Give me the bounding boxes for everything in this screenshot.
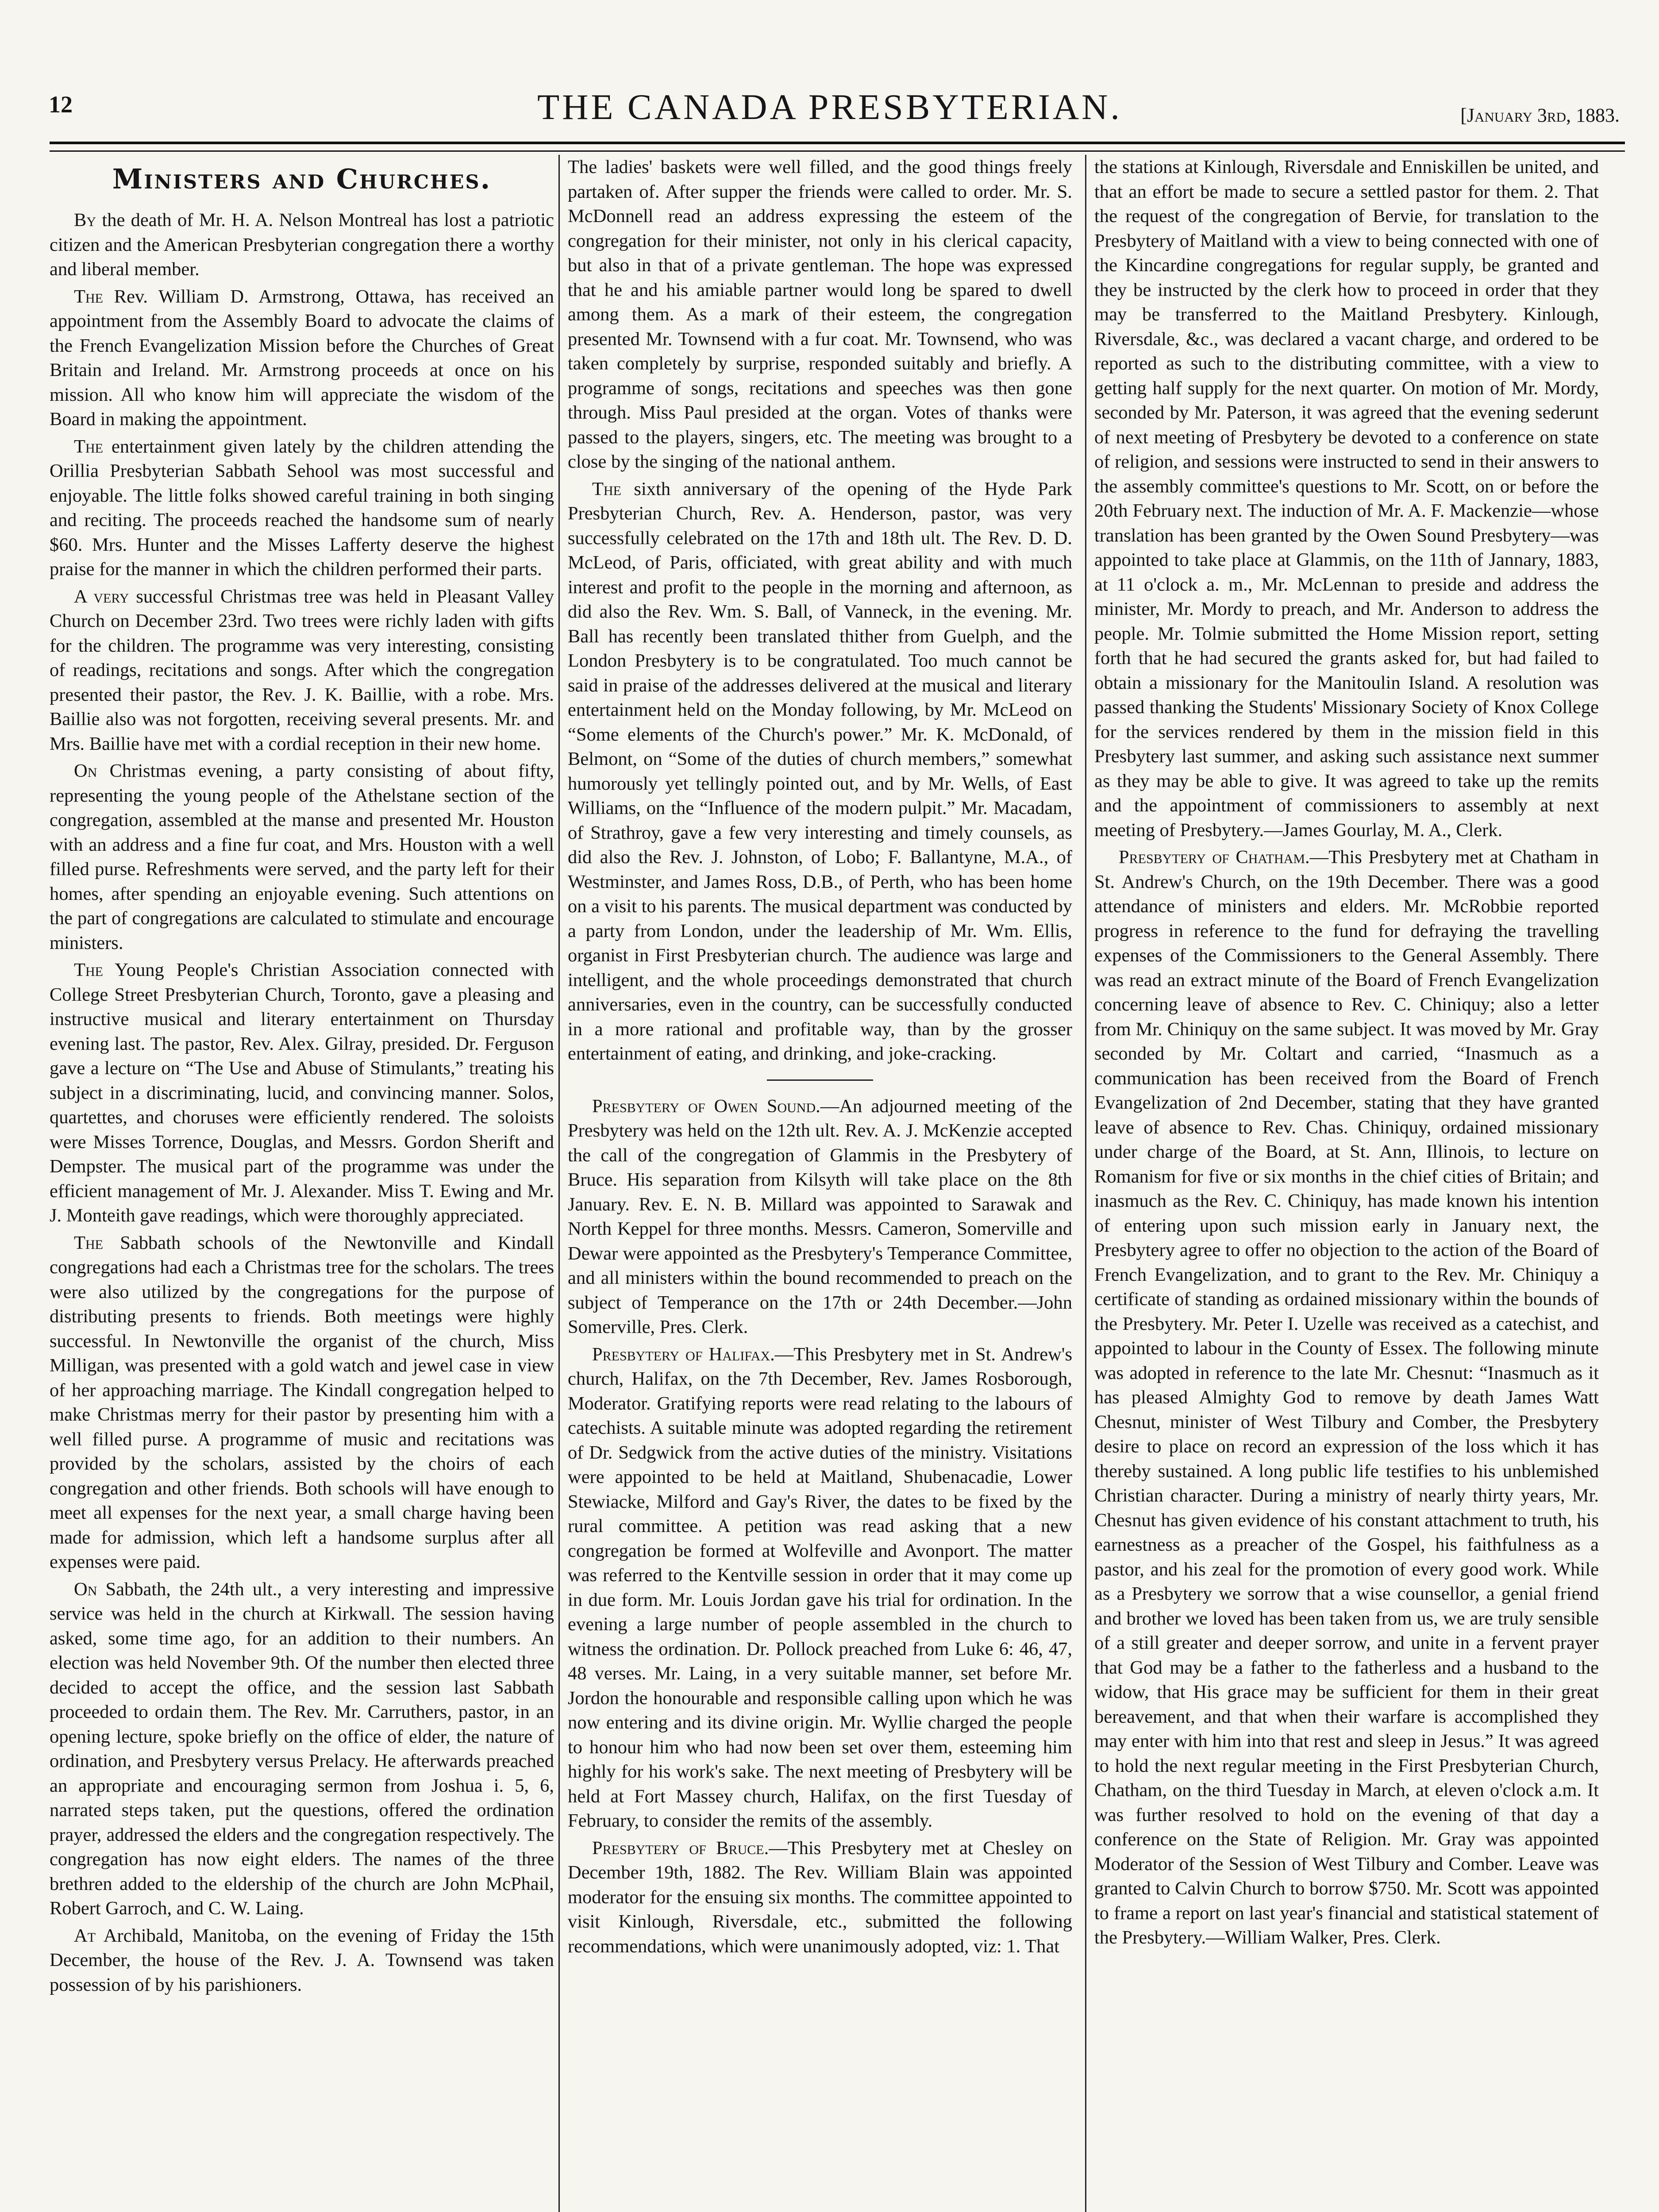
column-3-articles <box>1094 155 1599 1950</box>
paragraph-lead: At <box>74 1925 96 1946</box>
column-1 <box>50 155 554 2212</box>
paragraph-text: the death of Mr. H. A. Nelson Montreal has lost a patriotic citizen and the American Presbyterian congregation there a worthy and liberal member. <box>50 210 554 280</box>
paragraph <box>1094 155 1599 842</box>
paragraph-text: Young People's Christian Association connected with College Street Presbyterian Church, Toronto, gave a pleasing and instructive musical and literary entertainment on Thursday evening last. The pastor, Rev. Alex. Gilray, presided. Dr. Ferguson gave a lecture on “The Use and Abuse of Stimulants,” treating his subject in a discriminating, lucid, and convincing manner. Solos, quartettes, and choruses were efficiently rendered. The soloists were Misses Torrence, Douglas, and Messrs. Gordon Sherift and Dempster. The musical part of the programme was under the efficient management of Mr. J. Alexander. Miss T. Ewing and Mr. J. Monteith gave readings, which were thoroughly appreciated. <box>50 960 554 1226</box>
paragraph <box>568 155 1072 474</box>
paragraph <box>50 1231 554 1575</box>
paragraph-text: Archibald, Manitoba, on the evening of Friday the 15th December, the house of the Rev. J. A. Townsend was taken possession of by his parishioners. <box>50 1925 554 1995</box>
column-2 <box>568 155 1072 2212</box>
column-2-articles <box>568 155 1072 1066</box>
presbytery-reports <box>568 1094 1072 1959</box>
paragraph-text: sixth anniversary of the opening of the Hyde Park Presbyterian Church, Rev. A. Henderson, pastor, was very successfully celebrated on the 17th and 18th ult. The Rev. D. D. McLeod, of Paris, officiated, with great ability and with much interest and profit to the people in the morning and afternoon, as did also the Rev. Wm. S. Ball, of Vanneck, in the evening. Mr. Ball has recently been translated thither from Guelph, and the London Presbytery is to be congratulated. Too much cannot be said in praise of the addresses delivered at the musical and literary entertainment held on the Monday following, by Mr. McLeod on “Some elements of the Church's power.” Mr. K. McDonald, of Belmont, on “Some of the duties of church members,” somewhat humorously yet tellingly pointed out, and by Mr. Wells, of East Williams, on the “Influence of the modern pulpit.” Mr. Macadam, of Strathroy, gave a few very interesting and timely counsels, as did also the Rev. J. Johnston, of Lobo; F. Ballantyne, M.A., of Westminster, and James Ross, D.B., of Perth, who has been home on a visit to his parents. The musical department was conducted by a party from London, under the leadership of Mr. Wm. Ellis, organist in First Presbyterian church. The audience was large and intelligent, and the whole proceedings demonstrated that church anniversaries, even in the country, can be successfully conducted in a more rational and profitable way, than by the grosser entertainment of eating, and drinking, and joke-cracking. <box>568 478 1072 1064</box>
paragraph-lead: The <box>74 960 103 980</box>
paragraph <box>50 759 554 955</box>
column-3 <box>1094 155 1599 2212</box>
paragraph-lead: On <box>74 760 97 781</box>
header-rule <box>50 142 1625 152</box>
paragraph-lead: The <box>74 286 103 307</box>
column-1-articles <box>50 208 554 1997</box>
paragraph <box>568 477 1072 1066</box>
paragraph-lead: On <box>74 1578 97 1600</box>
paragraph <box>50 584 554 757</box>
paragraph <box>50 434 554 582</box>
section-title: Ministers and Churches. <box>112 163 492 195</box>
paragraph-text: —This Presbytery met at Chesley on December 19th, 1882. The Rev. William Blain was appointed moderator for the ensuing six months. The committee appointed to visit Kinlough, Riversdale, etc., submitted the following recommendations, which were unanimously adopted, viz: 1. That <box>568 1837 1072 1957</box>
paragraph <box>50 1924 554 1997</box>
paragraph-text: —This Presbytery met at Chatham in St. Andrew's Church, on the 19th December. There was a good attendance of ministers and elders. Mr. McRobbie reported progress in reference to the fund for defraying the travelling expenses of the Commissioners to the General Assembly. There was read an extract minute of the Board of French Evangelization concerning leave of absence to Rev. C. Chiniquy; also a letter from Mr. Chiniquy on the same subject. It was moved by Mr. Gray seconded by Mr. Coltart and carried, “Inasmuch as a communication has been received from the Board of French Evangelization of 2nd December, stating that they have granted leave of absence to Rev. Chas. Chiniquy, ordained missionary under charge of the Board, at St. Ann, Illinois, to lecture on Romanism for five or six months in the chief cities of Britain; and inasmuch as the Rev. C. Chiniquy, has made known his intention of entering upon such mission early in January next, the Presbytery agree to offer no objection to the action of the Board of French Evangelization, and to grant to the Rev. Mr. Chiniquy a certificate of standing as ordained missionary within the bounds of the Presbytery. Mr. Peter I. Uzelle was received as a catechist, and appointed to labour in the County of Essex. The following minute was adopted in reference to the late Mr. Chesnut: “Inasmuch as it has pleased Almighty God to remove by death James Watt Chesnut, minister of West Tilbury and Comber, the Presbytery desire to place on record an expression of the loss which it has thereby sustained. A long public life testifies to his unblemished Christian character. During a ministry of nearly thirty years, Mr. Chesnut has given evidence of his constant attachment to truth, his earnestness as a preacher of the Gospel, his faithfulness as a pastor, and his zeal for the promotion of every good work. While as a Presbytery we sorrow that a wise counsellor, a genial friend and brother we loved has been taken from us, we are truly sensible of a still greater and deeper sorrow, and unite in a fervent prayer that God may be a father to the fatherless and a husband to the widow, that His grace may be sufficient for them in their great bereavement, and that when their warfare is accomplished they may enter with him into that rest and sleep in Jesus.” It was agreed to hold the next regular meeting in the First Presbyterian Church, Chatham, on the third Tuesday in March, at eleven o'clock a.m. It was further resolved to hold on the evening of that day a conference on the State of Religion. Mr. Gray was appointed Moderator of the Session of West Tilbury and Comber. Leave was granted to Calvin Church to borrow $750. Mr. Scott was appointed to frame a report on last year's financial and statistical statement of the Presbytery.—William Walker, Pres. Clerk. <box>1094 847 1599 1948</box>
paragraph <box>50 958 554 1228</box>
page-header <box>40 87 1620 131</box>
paragraph <box>1094 845 1599 1950</box>
paragraph <box>50 1577 554 1921</box>
column-divider <box>558 155 560 2212</box>
paragraph <box>50 208 554 282</box>
paragraph <box>568 1836 1072 1959</box>
paragraph-text: Sabbath schools of the Newtonville and Kindall congregations had each a Christmas tree for the scholars. The trees were also utilized by the congregations for the purpose of distributing presents to friends. Both meetings were highly successful. In Newtonville the organist of the church, Miss Milligan, was presented with a gold watch and jewel case in view of her approaching marriage. The Kindall congregation helped to make Christmas merry for their pastor by presenting him with a well filled purse. A programme of music and recitations was provided by the scholars, assisted by the choirs of each congregation and other friends. Both schools will have enough to meet all expenses for the next year, a small charge having been made for admission, which left a handsome surplus after all expenses were paid. <box>50 1232 554 1572</box>
paragraph <box>568 1342 1072 1833</box>
paragraph-text: Christmas evening, a party consisting of about fifty, representing the young people of the Athelstane section of the congregation, assembled at the manse and presented Mr. Houston with an address and a fine fur coat, and Mrs. Houston with a well filled purse. Refreshments were served, and the party left for their homes, after spending an enjoyable evening. Such attentions on the part of congregations are calculated to stimulate and encourage ministers. <box>50 760 554 953</box>
paragraph <box>568 1094 1072 1340</box>
article-divider <box>767 1079 873 1081</box>
paragraph-lead: Presbytery of Owen Sound. <box>592 1095 820 1117</box>
paragraph-text: —An adjourned meeting of the Presbytery was held on the 12th ult. Rev. A. J. McKenzie accepted the call of the congregation of Glammis in the Presbytery of Bruce. His separation from Kilsyth will take place on the 8th January. Rev. E. N. B. Millard was appointed to Sarawak and North Keppel for three months. Messrs. Cameron, Somerville and Dewar were appointed as the Presbytery's Temperance Committee, and all ministers within the bound recommended to preach on the subject of Temperance on the 17th or 24th December.—John Somerville, Pres. Clerk. <box>568 1095 1072 1337</box>
issue-date: [January 3rd, 1883. <box>1460 104 1620 126</box>
paragraph-lead: The <box>592 478 621 499</box>
page-number: 12 <box>49 91 73 118</box>
paragraph-text: Rev. William D. Armstrong, Ottawa, has received an appointment from the Assembly Board to advocate the claims of the French Evangelization Mission before the Churches of Great Britain and Ireland. Mr. Armstrong proceeds at once on his mission. All who know him will appreciate the wisdom of the Board in making the appointment. <box>50 286 554 430</box>
paragraph-text: the stations at Kinlough, Riversdale and Enniskillen be united, and that an effort be made to secure a settled pastor for them. 2. That the request of the congregation of Bervie, for translation to the Presbytery of Maitland with a view to being connected with one of the Kincardine congregations for regular supply, be granted and they be instructed by the clerk how to proceed in order that they may be transferred to the Maitland Presbytery. Kinlough, Riversdale, &c., was declared a vacant charge, and ordered to be reported as such to the distributing committee, with a view to getting half supply for the next quarter. On motion of Mr. Mordy, seconded by Mr. Paterson, it was agreed that the evening sederunt of next meeting of Presbytery be devoted to a conference on state of religion, and sessions were instructed to send in their answers to the assembly committee's questions to Mr. Scott, on or before the 20th February next. The induction of Mr. A. F. Mackenzie—whose translation has been granted by the Owen Sound Presbytery—was appointed to take place at Glammis, on the 11th of Jannary, 1883, at 11 o'clock a. m., Mr. McLennan to preside and address the minister, Mr. Mordy to preach, and Mr. Anderson to address the people. Mr. Tolmie submitted the Home Mission report, setting forth that he had secured the grants asked for, but had failed to obtain a missionary for the Manitoulin Island. A resolution was passed thanking the Students' Missionary Society of Knox College for the services rendered by them in the mission field in this Presbytery last summer, and asking such assistance next summer as they may be able to give. It was agreed to take up the remits and the appointment of commissioners to assembly at next meeting of Presbytery.—James Gourlay, M. A., Clerk. <box>1094 157 1599 841</box>
paragraph-lead: By <box>74 210 96 230</box>
paragraph-text: —This Presbytery met in St. Andrew's church, Halifax, on the 7th December, Rev. James Rosborough, Moderator. Gratifying reports were read relating to the labours of catechists. A suitable minute was adopted regarding the retirement of Dr. Sedgwick from the active duties of the ministry. Visitations were appointed to be held at Maitland, Shubenacadie, Lower Stewiacke, Milford and Gay's River, the dates to be fixed by the rural committee. A petition was read asking that a new congregation be formed at Wolfeville and Avonport. The matter was referred to the Kentville session in order that it may come up in due form. Mr. Louis Jordan gave his trial for ordination. In the evening a large number of people assembled in the church to witness the ordination. Dr. Pollock preached from Luke 6: 46, 47, 48 verses. Mr. Laing, in a very suitable manner, set before Mr. Jordon the honourable and responsible calling upon which he was now entering and its divine origin. Mr. Wyllie charged the people to honour him who had now been set over them, esteeming him highly for his work's sake. The next meeting of Presbytery will be held at Fort Massey church, Halifax, on the first Tuesday of February, to consider the remits of the assembly. <box>568 1344 1072 1831</box>
paragraph-lead: The <box>74 1232 103 1253</box>
paragraph-lead: Presbytery of Chatham. <box>1119 847 1310 868</box>
paragraph <box>50 284 554 432</box>
paragraph-text: Sabbath, the 24th ult., a very interesting and impressive service was held in the church at Kirkwall. The session having asked, some time ago, for an addition to their numbers. An election was held November 9th. Of the number then elected three decided to accept the office, and the session last Sabbath proceeded to ordain them. The Rev. Mr. Carruthers, pastor, in an opening lecture, spoke briefly on the office of elder, the nature of ordination, and Presbytery versus Prelacy. He afterwards preached an appropriate and encouraging sermon from Joshua i. 5, 6, narrated steps taken, put the questions, offered the ordination prayer, addressed the elders and the congregation respectively. The congregation has now eight elders. The names of the three brethren added to the eldership of the church are John McPhail, Robert Garroch, and C. W. Laing. <box>50 1578 554 1919</box>
paragraph-text: entertainment given lately by the children attending the Orillia Presbyterian Sabbath Sehool was most successful and enjoyable. The little folks showed careful training in both singing and reciting. The proceeds reached the handsome sum of nearly $60. Mrs. Hunter and the Misses Lafferty deserve the highest praise for the manner in which the children performed their parts. <box>50 436 554 580</box>
paragraph-text: The ladies' baskets were well filled, and the good things freely partaken of. After supper the friends were called to order. Mr. S. McDonnell read an address expressing the esteem of the congregation for their minister, not only in his clerical capacity, but also in that of a private gentleman. The hope was expressed that he and his amiable partner would long be spared to dwell among them. As a mark of their esteem, the congregation presented Mr. Townsend with a fur coat. Mr. Townsend, who was taken completely by surprise, responded suitably and briefly. A programme of songs, recitations and speeches was then gone through. Miss Paul presided at the organ. Votes of thanks were passed to the players, singers, etc. The meeting was brought to a close by the singing of the national anthem. <box>568 157 1072 472</box>
paragraph-lead: Presbytery of Bruce. <box>592 1837 769 1859</box>
paragraph-lead: Presbytery of Halifax. <box>592 1344 775 1365</box>
paragraph-lead: A very <box>74 586 129 607</box>
paragraph-text: successful Christmas tree was held in Pleasant Valley Church on December 23rd. Two trees were richly laden with gifts for the children. The programme was very interesting, consisting of readings, recitations and songs. After which the congregation presented their pastor, the Rev. J. K. Baillie, with a robe. Mrs. Baillie also was not forgotten, receiving several presents. Mr. and Mrs. Baillie have met with a cordial reception in their new home. <box>50 586 554 754</box>
paragraph-lead: The <box>74 436 103 457</box>
column-divider <box>1085 155 1086 2212</box>
masthead-title: THE CANADA PRESBYTERIAN. <box>537 87 1122 127</box>
